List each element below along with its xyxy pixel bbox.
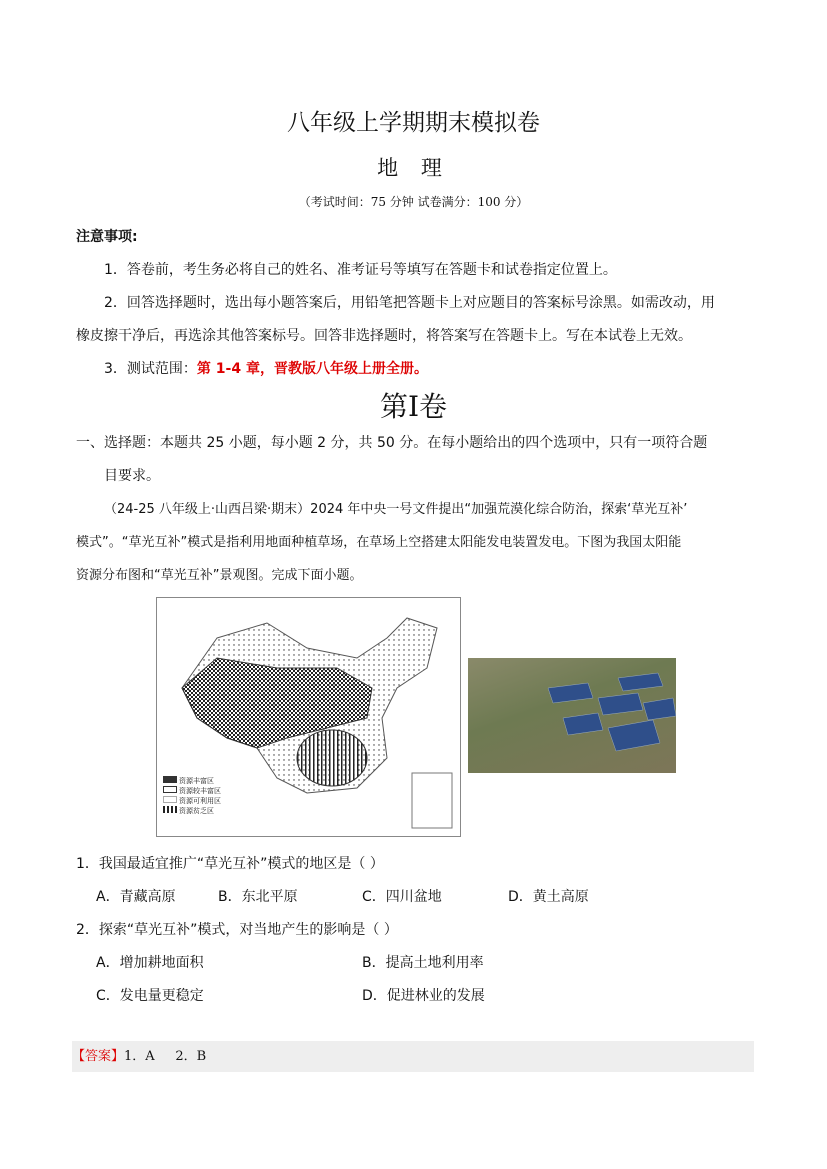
- part1-instructions: 一、选择题：本题共 25 小题，每小题 2 分，共 50 分。在每小题给出的四个选项中，只有一项符合题: [76, 435, 708, 451]
- q2-option-d[interactable]: D．促进林业的发展: [362, 988, 485, 1004]
- exam-info: （考试时间：75 分钟 试卷满分：100 分）: [298, 195, 529, 209]
- q2-option-a[interactable]: A．增加耕地面积: [96, 955, 204, 971]
- q1-option-c[interactable]: C．四川盆地: [362, 889, 442, 905]
- legend-label: 资源贫乏区: [179, 807, 214, 815]
- notice-1: 1．答卷前，考生务必将自己的姓名、准考证号等填写在答题卡和试卷指定位置上。: [104, 262, 617, 278]
- exam-title: 八年级上学期期末模拟卷: [287, 110, 540, 136]
- answer-box: [72, 1041, 754, 1072]
- notice-3-prefix: 3．测试范围：: [104, 361, 197, 377]
- legend-label: 资源可利用区: [179, 797, 221, 805]
- part1-instructions-cont: 目要求。: [104, 468, 160, 484]
- legend-label: 资源丰富区: [179, 777, 214, 785]
- q1-option-b[interactable]: B．东北平原: [218, 889, 298, 905]
- solar-grassland-photo: [468, 658, 676, 773]
- map-legend: [163, 776, 221, 816]
- notice-3: [104, 358, 428, 378]
- stem-line-2: 模式”。“草光互补”模式是指利用地面种植草场，在草场上空搭建太阳能发电装置发电。下图为我国太阳能: [76, 535, 682, 550]
- q2-option-b[interactable]: B．提高土地利用率: [362, 955, 484, 971]
- notice-heading: 注意事项:: [76, 229, 138, 245]
- legend-item: [163, 796, 221, 806]
- section-title: 第Ⅰ卷: [379, 390, 448, 423]
- stem-line-1: （24-25 八年级上·山西吕梁·期末）2024 年中央一号文件提出“加强荒漠化综合防治，探索‘草光互补’: [104, 502, 688, 517]
- notice-2-cont: 橡皮擦干净后，再选涂其他答案标号。回答非选择题时，将答案写在答题卡上。写在本试卷上无效。: [76, 328, 692, 344]
- test-scope: 第 1-4 章，晋教版八年级上册全册。: [196, 361, 428, 377]
- q1-option-a[interactable]: A．青藏高原: [96, 889, 176, 905]
- solar-panels-image: [468, 658, 676, 773]
- q1-option-d[interactable]: D．黄土高原: [508, 889, 589, 905]
- question-1: 1．我国最适宜推广“草光互补”模式的地区是（ ）: [76, 856, 384, 872]
- legend-item: [163, 806, 221, 816]
- q2-option-c[interactable]: C．发电量更稳定: [96, 988, 204, 1004]
- question-2: 2．探索“草光互补”模式，对当地产生的影响是（ ）: [76, 922, 398, 938]
- legend-item: [163, 786, 221, 796]
- subject-title: 地 理: [377, 156, 450, 180]
- answer-label: 【答案】: [72, 1049, 125, 1064]
- notice-2: 2．回答选择题时，选出每小题答案后，用铅笔把答题卡上对应题目的答案标号涂黑。如需改动，用: [104, 295, 715, 311]
- legend-label: 资源较丰富区: [179, 787, 221, 795]
- stem-line-3: 资源分布图和“草光互补”景观图。完成下面小题。: [76, 568, 363, 583]
- answer-text: 1．A 2．B: [124, 1049, 207, 1064]
- solar-resource-map: [156, 597, 461, 837]
- legend-item: [163, 776, 221, 786]
